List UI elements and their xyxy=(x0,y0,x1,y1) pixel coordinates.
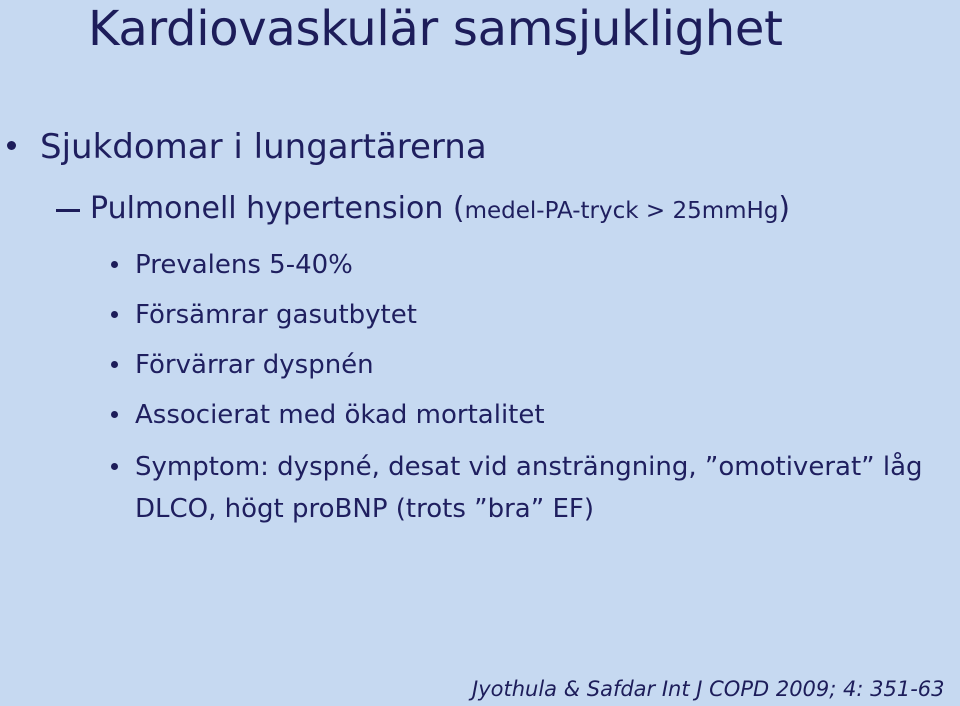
level-3-text: Associerat med ökad mortalitet xyxy=(135,400,545,430)
level-3-item xyxy=(0,449,940,533)
level-3-item xyxy=(0,397,940,433)
level-3-item xyxy=(0,297,940,333)
slide-title: Kardiovaskulär samsjuklighet xyxy=(88,1,783,57)
bullet-icon xyxy=(111,361,118,368)
citation: Jyothula & Safdar Int J COPD 2009; 4: 351-63 xyxy=(472,677,945,701)
level-2-item xyxy=(0,188,940,230)
level-1-text: Sjukdomar i lungartärerna xyxy=(40,127,487,167)
bullet-icon xyxy=(111,411,118,418)
bullet-icon xyxy=(111,311,118,318)
level-2-close: ) xyxy=(778,191,791,226)
level-2-main: Pulmonell hypertension ( xyxy=(90,191,465,226)
level-3-text: Symptom: dyspné, desat vid ansträngning, ”omotiverat” låg DLCO, högt proBNP (trots ”bra” EF) xyxy=(135,452,923,524)
bullet-icon xyxy=(111,463,118,470)
level-2-detail: medel-PA-tryck > 25mmHg xyxy=(464,198,779,224)
bullet-icon xyxy=(111,261,118,268)
level-1-item xyxy=(0,123,940,171)
level-3-item xyxy=(0,247,940,283)
level-2-text xyxy=(90,188,790,232)
level-3-item xyxy=(0,347,940,383)
level-3-text: Förvärrar dyspnén xyxy=(135,350,374,380)
dash-icon xyxy=(56,209,80,212)
level-3-text: Försämrar gasutbytet xyxy=(135,300,417,330)
bullet-icon xyxy=(7,141,16,150)
level-3-text: Prevalens 5-40% xyxy=(135,250,353,280)
